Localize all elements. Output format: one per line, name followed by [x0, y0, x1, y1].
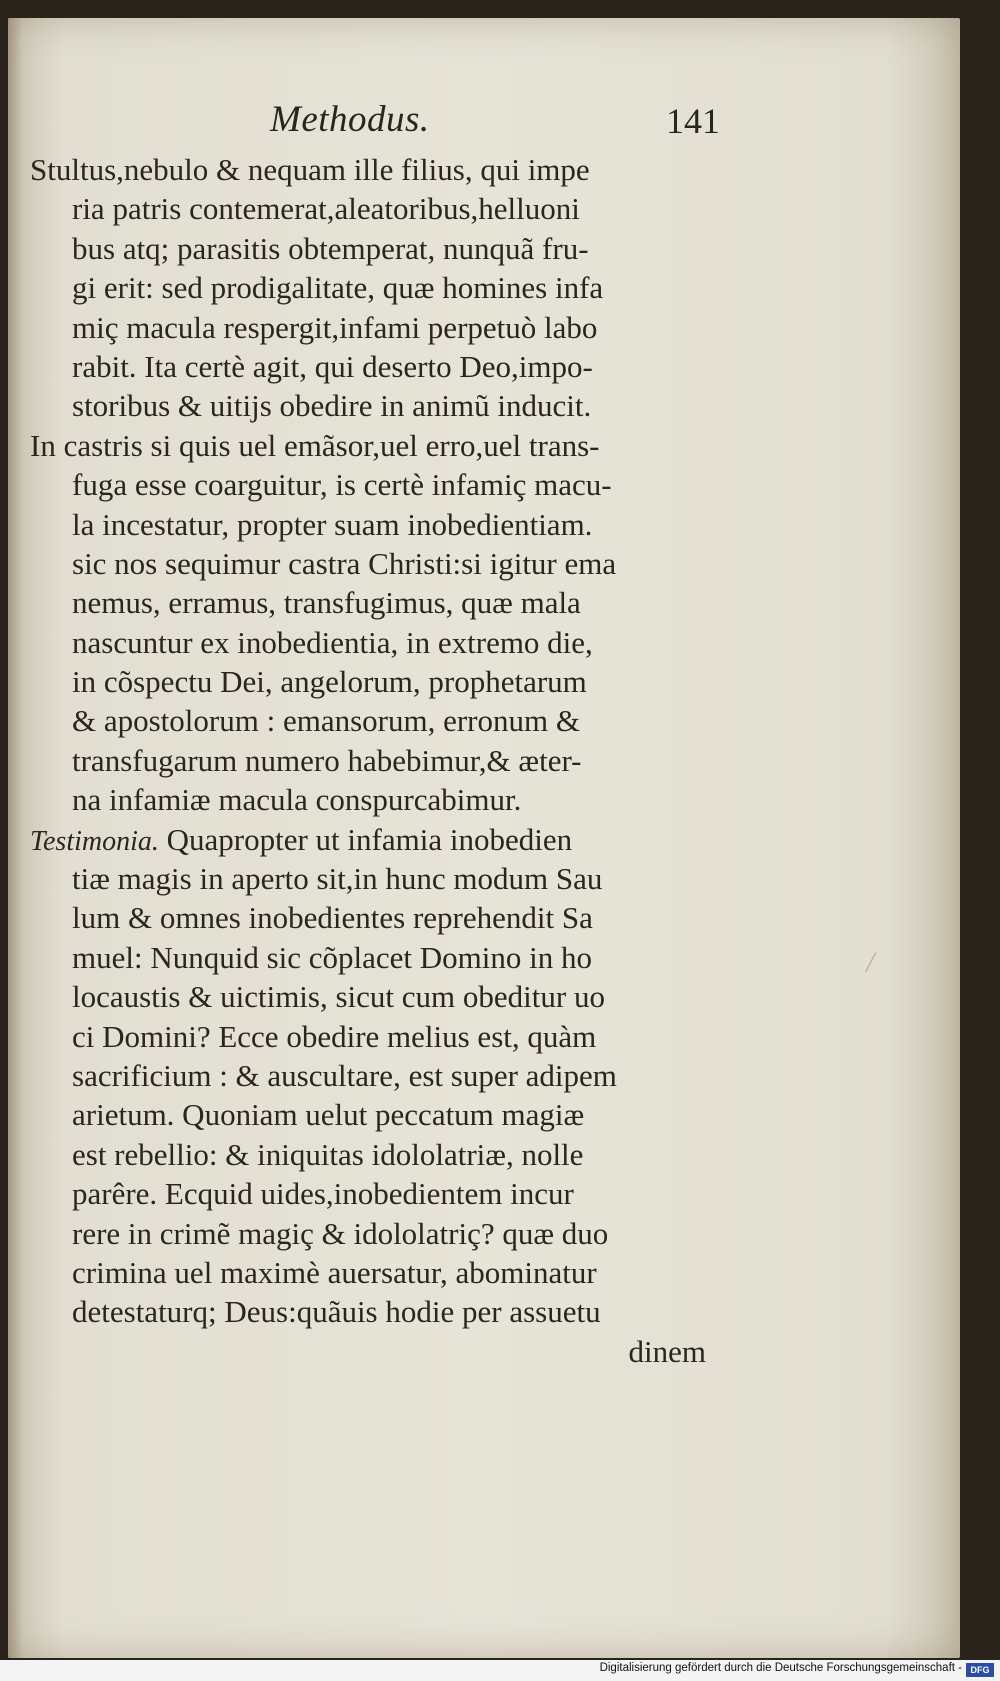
text-line: parêre. Ecquid uides,inobedientem incur [72, 1176, 574, 1212]
text-line: lum & omnes inobedientes reprehendit Sa [72, 900, 593, 936]
page-header [8, 98, 960, 148]
text-line: tiæ magis in aperto sit,in hunc modum Sau [72, 861, 603, 897]
text-line: sacrificium : & auscultare, est super adipem [72, 1057, 617, 1093]
text-line: muel: Nunquid sic cõplacet Domino in ho [72, 939, 593, 975]
text-line: nascuntur ex inobedientia, in extremo die, [72, 624, 593, 660]
show-through-mark: / [866, 946, 875, 979]
text-line: crimina uel maximè auersatur, abominatur [72, 1254, 597, 1290]
text-line: In castris si quis uel emãsor,uel erro,uel trans- [30, 427, 600, 463]
text-line: bus atq; parasitis obtemperat, nunquã fru- [72, 230, 589, 266]
text-line: Stultus,nebulo & nequam ille filius, qui impe [30, 152, 590, 187]
text-line-with-marginal [30, 820, 720, 859]
text-line: rabit. Ita certè agit, qui deserto Deo,impo- [72, 348, 593, 384]
text-line: transfugarum numero habebimur,& æter- [72, 742, 582, 778]
text-line: Quapropter ut infamia inobedien [166, 821, 573, 857]
text-line: storibus & uitijs obedire in animũ inducit. [72, 388, 592, 424]
text-line: est rebellio: & iniquitas idololatriæ, nolle [72, 1136, 584, 1172]
text-line: arietum. Quoniam uelut peccatum magiæ [72, 1097, 585, 1133]
page-binding-shadow [8, 18, 22, 1658]
text-line: rere in crimẽ magiç & idololatriç? quæ duo [72, 1215, 609, 1251]
text-line: locaustis & uictimis, sicut cum obeditur uo [72, 979, 605, 1015]
text-line: miç macula respergit,infami perpetuò labo [72, 309, 598, 345]
text-line: & apostolorum : emansorum, erronum & [72, 703, 580, 739]
text-line: in cõspectu Dei, angelorum, prophetarum [72, 664, 587, 700]
running-head: Methodus. [270, 99, 430, 140]
text-line: sic nos sequimur castra Christi:si igitur ema [72, 545, 617, 581]
text-line: na infamiæ macula conspurcabimur. [72, 782, 522, 818]
text-line: ci Domini? Ecce obedire melius est, quàm [72, 1018, 597, 1054]
body-text [30, 150, 720, 1371]
text-line: detestaturq; Deus:quãuis hodie per assuetu [72, 1294, 601, 1330]
digitization-footer [0, 1660, 1000, 1681]
text-line: la incestatur, propter suam inobedientiam. [72, 506, 593, 542]
catchword: dinem [628, 1333, 706, 1369]
book-page [8, 18, 960, 1658]
text-line: fuga esse coarguitur, is certè infamiç macu- [72, 467, 612, 503]
text-line: gi erit: sed prodigalitate, quæ homines infa [72, 270, 604, 306]
dfg-logo: DFG [966, 1663, 994, 1677]
text-line: ria patris contemerat,aleatoribus,helluoni [72, 191, 580, 227]
page-number: 141 [666, 101, 720, 141]
marginal-note: Testimonia. [30, 825, 159, 857]
text-line: nemus, erramus, transfugimus, quæ mala [72, 585, 581, 621]
digitization-credit: Digitalisierung gefördert durch die Deutsche Forschungsgemeinschaft - [599, 1662, 962, 1674]
